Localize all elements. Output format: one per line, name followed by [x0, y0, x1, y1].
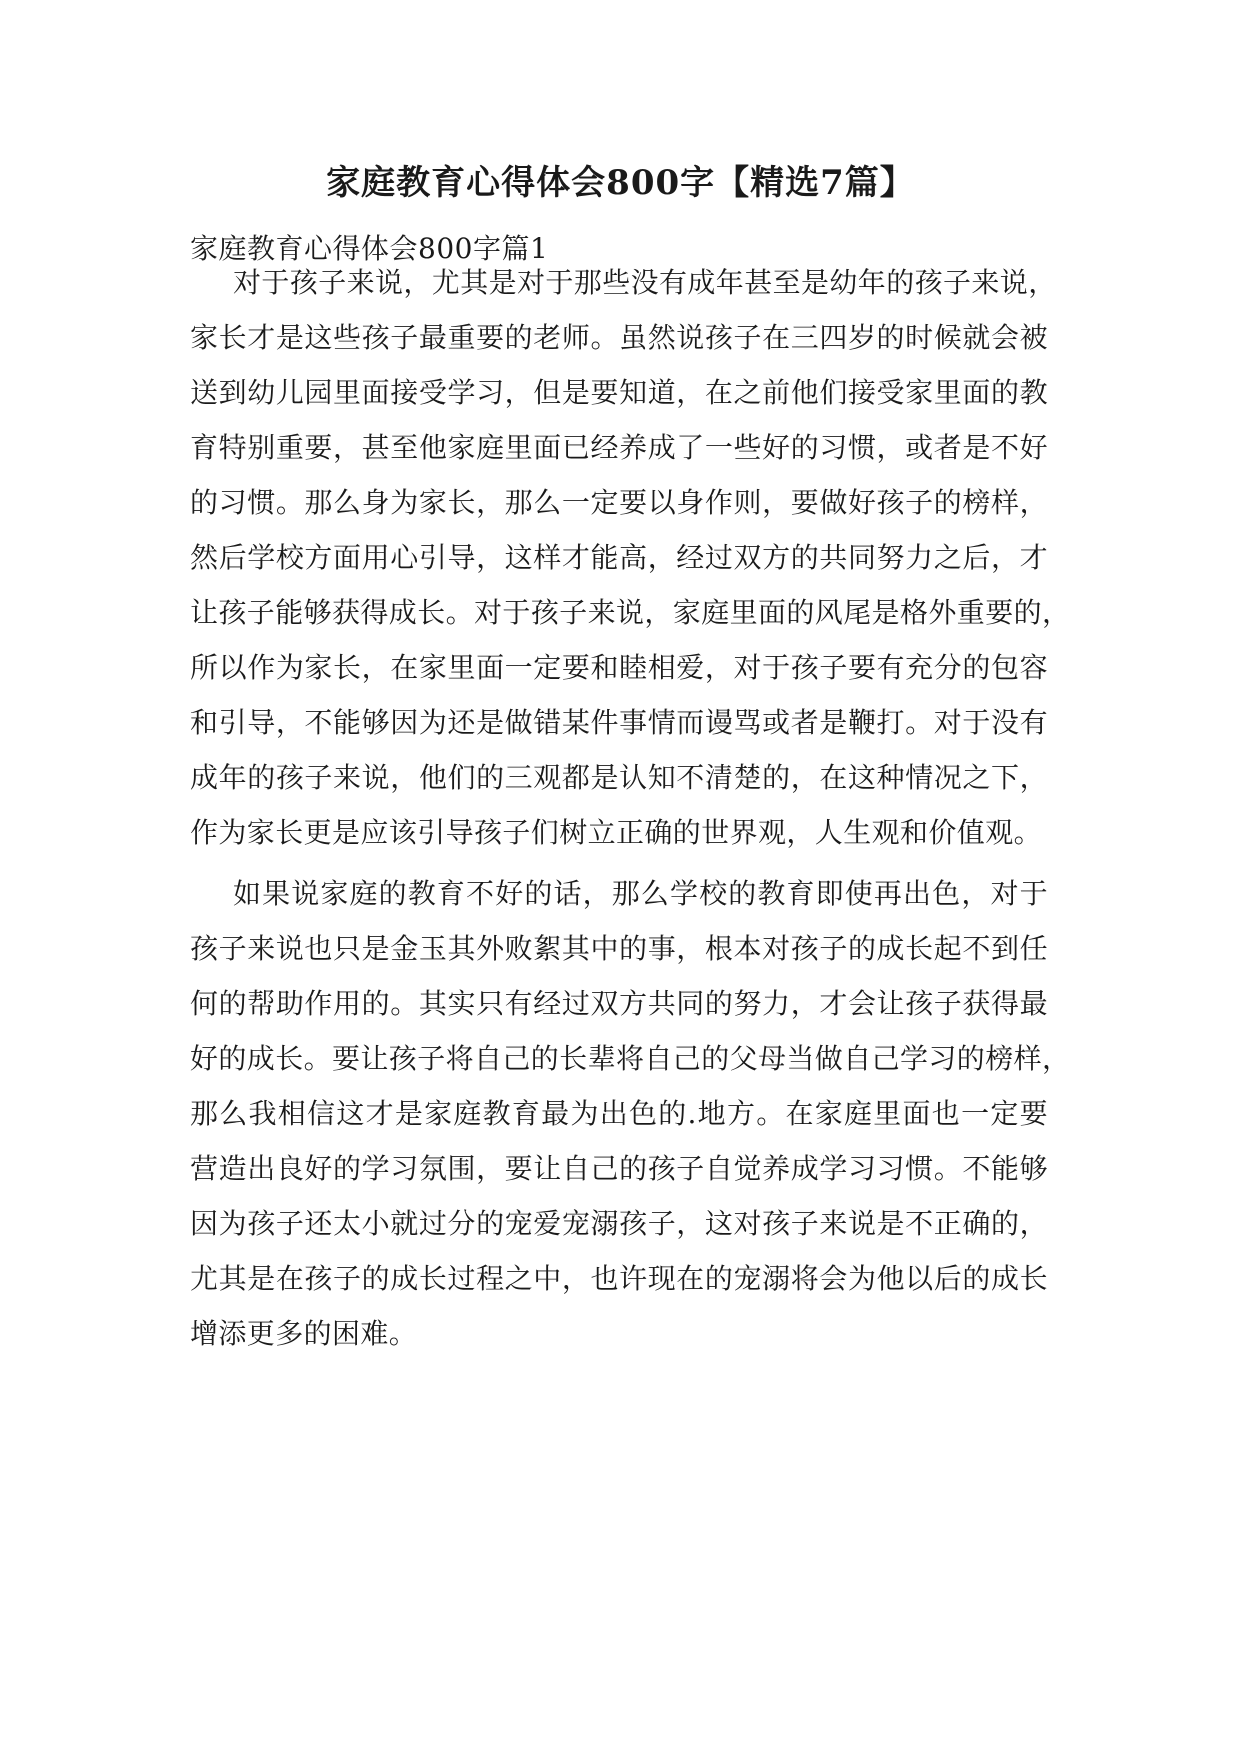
- paragraph-line: 营造出良好的学习氛围，要让自己的孩子自觉养成学习习惯。不能够: [190, 1152, 1048, 1185]
- paragraph-line: 何的帮助作用的。其实只有经过双方共同的努力，才会让孩子获得最: [190, 987, 1048, 1020]
- paragraph-line: 和引导，不能够因为还是做错某件事情而谩骂或者是鞭打。对于没有: [190, 706, 1048, 739]
- paragraph-line: 好的成长。要让孩子将自己的长辈将自己的父母当做自己学习的榜样，: [190, 1042, 1071, 1075]
- paragraph-line: 送到幼儿园里面接受学习，但是要知道，在之前他们接受家里面的教: [190, 376, 1048, 409]
- paragraph-line: 家长才是这些孩子最重要的老师。虽然说孩子在三四岁的时候就会被: [190, 321, 1048, 354]
- paragraph-line: 作为家长更是应该引导孩子们树立正确的世界观，人生观和价值观。: [190, 816, 1043, 849]
- paragraph-line: 对于孩子来说，尤其是对于那些没有成年甚至是幼年的孩子来说，: [233, 266, 1057, 299]
- paragraph-line: 然后学校方面用心引导，这样才能高，经过双方的共同努力之后，才: [190, 541, 1048, 574]
- paragraph-line: 那么我相信这才是家庭教育最为出色的.地方。在家庭里面也一定要: [190, 1097, 1048, 1130]
- paragraph-line: 所以作为家长，在家里面一定要和睦相爱，对于孩子要有充分的包容: [190, 651, 1048, 684]
- paragraph-line: 增添更多的困难。: [190, 1317, 418, 1350]
- paragraph-line: 育特别重要，甚至他家庭里面已经养成了一些好的习惯，或者是不好: [190, 431, 1048, 464]
- paragraph-line: 成年的孩子来说，他们的三观都是认知不清楚的，在这种情况之下，: [190, 761, 1048, 794]
- paragraph-line: 尤其是在孩子的成长过程之中，也许现在的宠溺将会为他以后的成长: [190, 1262, 1048, 1295]
- paragraph-line: 因为孩子还太小就过分的宠爱宠溺孩子，这对孩子来说是不正确的，: [190, 1207, 1048, 1240]
- section-heading: 家庭教育心得体会800字篇1: [190, 232, 549, 265]
- paragraph-line: 如果说家庭的教育不好的话，那么学校的教育即使再出色，对于: [233, 877, 1048, 910]
- document-title: 家庭教育心得体会800字【精选7篇】: [326, 163, 915, 203]
- paragraph-line: 的习惯。那么身为家长，那么一定要以身作则，要做好孩子的榜样，: [190, 486, 1048, 519]
- paragraph-line: 孩子来说也只是金玉其外败絮其中的事，根本对孩子的成长起不到任: [190, 932, 1048, 965]
- paragraph-line: 让孩子能够获得成长。对于孩子来说，家庭里面的风尾是格外重要的，: [190, 596, 1071, 629]
